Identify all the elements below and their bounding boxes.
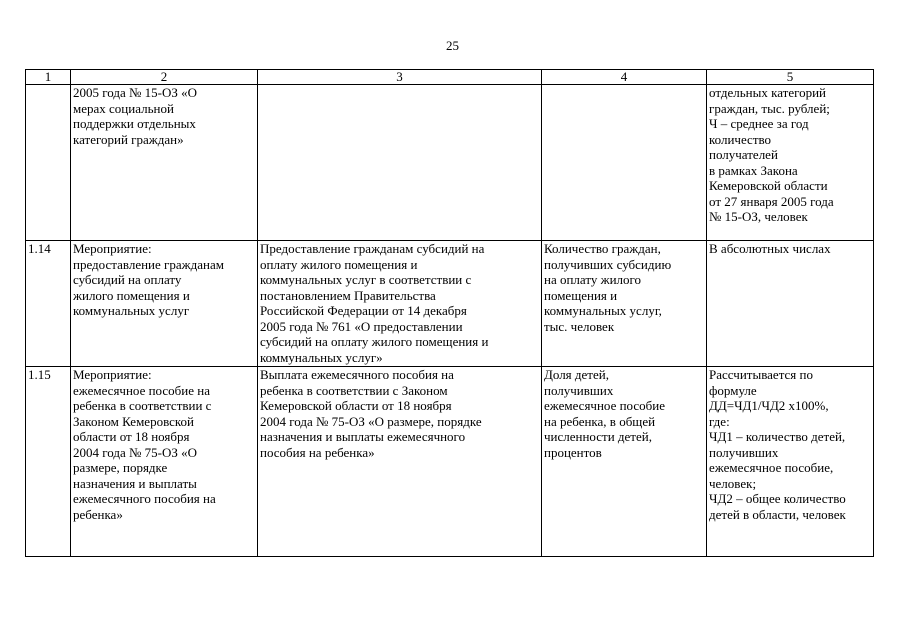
calculation-method-cell: Рассчитывается по формуле ДД=ЧД1/ЧД2 х100%, где: ЧД1 – количество детей, получивших ежемесячное пособие, человек; ЧД2 – общее количество детей в области, человек (707, 367, 874, 557)
row-number-cell: 1.14 (26, 241, 71, 367)
measure-name-cell: Мероприятие: предоставление гражданам субсидий на оплату жилого помещения и коммунальных услуг (71, 241, 258, 367)
table-header-row (26, 70, 874, 85)
row-number-cell (26, 85, 71, 241)
indicator-cell: Количество граждан, получивших субсидию на оплату жилого помещения и коммунальных услуг, тыс. человек (542, 241, 707, 367)
column-header: 2 (71, 70, 258, 85)
column-header: 1 (26, 70, 71, 85)
measures-table (25, 69, 874, 557)
column-header: 3 (258, 70, 542, 85)
measure-name-cell: Мероприятие: ежемесячное пособие на ребенка в соответствии с Законом Кемеровской области от 18 ноября 2004 года № 75-ОЗ «О размере, порядке назначения и выплаты ежемесячного пособия на ребенка» (71, 367, 258, 557)
column-header: 5 (707, 70, 874, 85)
calculation-method-cell: В абсолютных числах (707, 241, 874, 367)
indicator-cell: Доля детей, получивших ежемесячное пособие на ребенка, в общей численности детей, процентов (542, 367, 707, 557)
table-row (26, 85, 874, 241)
measure-description-cell: Предоставление гражданам субсидий на оплату жилого помещения и коммунальных услуг в соответствии с постановлением Правительства Российской Федерации от 14 декабря 2005 года № 761 «О предоставлении субсидий на оплату жилого помещения и коммунальных услуг» (258, 241, 542, 367)
column-header: 4 (542, 70, 707, 85)
table-row (26, 367, 874, 557)
measure-description-cell: Выплата ежемесячного пособия на ребенка в соответствии с Законом Кемеровской области от 18 ноября 2004 года № 75-ОЗ «О размере, порядке назначения и выплаты ежемесячного пособия на ребенка» (258, 367, 542, 557)
table-row (26, 241, 874, 367)
calculation-method-cell: отдельных категорий граждан, тыс. рублей; Ч – среднее за год количество получателей в рамках Закона Кемеровской области от 27 января 2005 года № 15-ОЗ, человек (707, 85, 874, 241)
page-number: 25 (446, 38, 459, 53)
indicator-cell (542, 85, 707, 241)
measure-description-cell (258, 85, 542, 241)
measure-name-cell: 2005 года № 15-ОЗ «О мерах социальной поддержки отдельных категорий граждан» (71, 85, 258, 241)
row-number-cell: 1.15 (26, 367, 71, 557)
